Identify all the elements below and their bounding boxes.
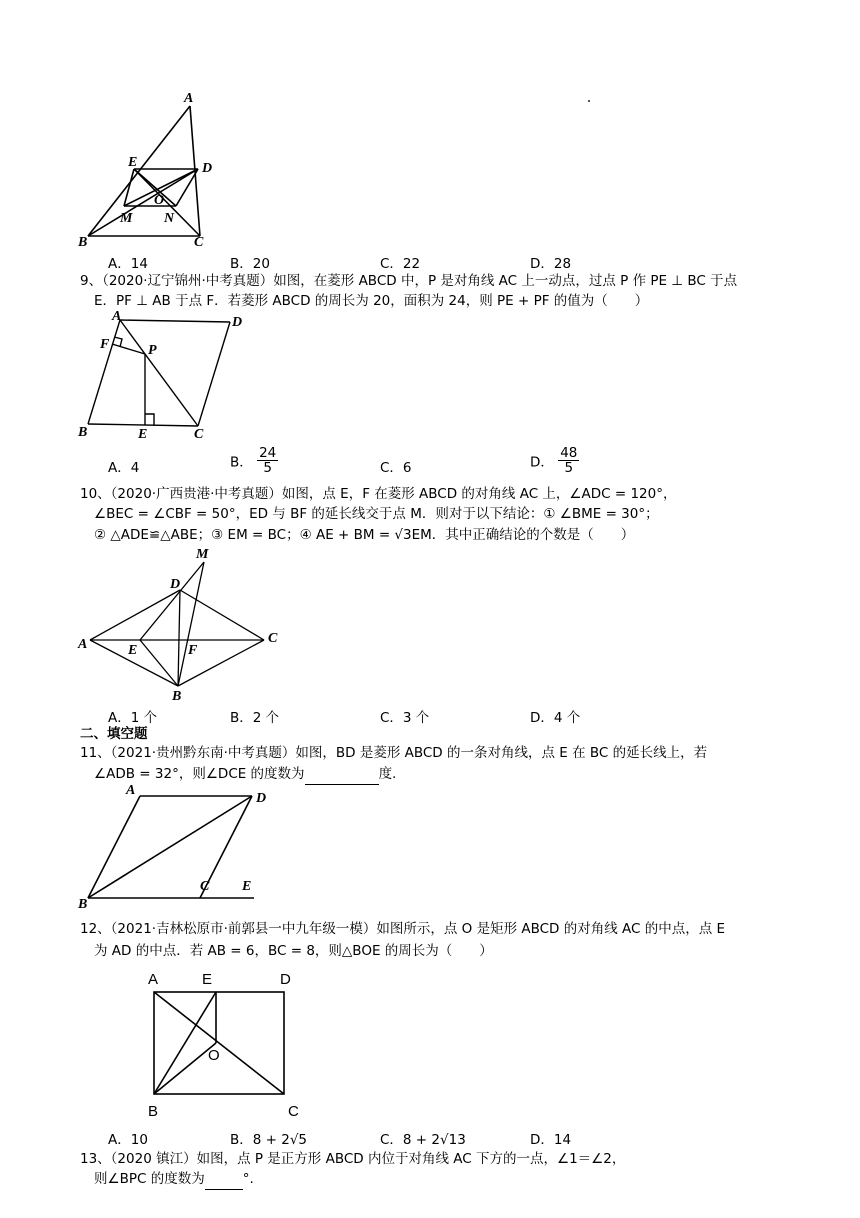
q9-label-f: F bbox=[100, 337, 110, 352]
q12-option-a: A．10 bbox=[108, 1132, 148, 1148]
q10-option-c: C．3 个 bbox=[380, 710, 430, 726]
q11-figure bbox=[76, 780, 276, 910]
q11-line2-suffix: 度. bbox=[378, 766, 397, 782]
q12-option-b: B．8 + 2√5 bbox=[230, 1132, 308, 1148]
q12-label-o: O bbox=[208, 1047, 220, 1064]
q9-figure bbox=[76, 308, 256, 444]
q10-label-f: F bbox=[188, 643, 198, 658]
stray-dot bbox=[588, 100, 590, 102]
q8-option-d: D．28 bbox=[530, 256, 572, 272]
q13-line2-suffix: °. bbox=[242, 1171, 254, 1187]
q10-text-line2: ∠BEC = ∠CBF = 50°，ED 与 BF 的延长线交于点 M．则对于以下结论：① ∠BME = 30°； bbox=[94, 506, 659, 522]
q8-label-b: B bbox=[78, 235, 88, 250]
q10-option-b: B．2 个 bbox=[230, 710, 280, 726]
q10-option-a: A．1 个 bbox=[108, 710, 158, 726]
q8-label-d: D bbox=[202, 161, 213, 176]
q10-label-a: A bbox=[78, 637, 88, 652]
q11-label-d: D bbox=[256, 791, 267, 806]
q10-figure bbox=[76, 544, 296, 704]
q11-label-e: E bbox=[242, 879, 252, 894]
q8-label-m: M bbox=[120, 211, 133, 226]
q8-figure bbox=[76, 88, 226, 252]
q12-option-d: D．14 bbox=[530, 1132, 572, 1148]
q11-answer-blank bbox=[305, 764, 379, 785]
q9-option-d-prefix: D． bbox=[530, 454, 554, 471]
q12-option-c: C．8 + 2√13 bbox=[380, 1132, 466, 1148]
q9-label-p: P bbox=[148, 343, 157, 358]
q11-label-c: C bbox=[200, 879, 210, 894]
q9-label-a: A bbox=[112, 309, 122, 324]
q9-option-d-numerator: 48 bbox=[560, 445, 578, 461]
q8-label-o: O bbox=[154, 193, 165, 208]
q10-label-b: B bbox=[172, 689, 182, 704]
q11-label-b: B bbox=[78, 897, 88, 910]
q12-label-a: A bbox=[148, 971, 159, 988]
q9-option-b-fraction bbox=[257, 446, 278, 475]
q9-label-c: C bbox=[194, 427, 204, 442]
q12-text-line2: 为 AD 的中点．若 AB = 6，BC = 8，则△BOE 的周长为（ ） bbox=[94, 943, 493, 959]
q10-text-line3: ② △ADE≌△ABE；③ EM = BC；④ AE + BM = √3EM．其中正确结论的个数是（ ） bbox=[94, 527, 635, 543]
q9-label-d: D bbox=[232, 315, 243, 330]
q8-label-e: E bbox=[128, 155, 138, 170]
q13-line2-prefix: 则∠BPC 的度数为 bbox=[94, 1171, 205, 1187]
q9-text-line2: E．PF ⊥ AB 于点 F．若菱形 ABCD 的周长为 20，面积为 24，则 PE + PF 的值为（ ） bbox=[94, 293, 649, 309]
q9-option-b-prefix: B． bbox=[230, 454, 253, 471]
q9-option-b-denominator: 5 bbox=[263, 460, 272, 476]
q8-option-c: C．22 bbox=[380, 256, 421, 272]
q9-option-a: A．4 bbox=[108, 460, 140, 476]
q12-text-line1: 12、（2021·吉林松原市·前郭县一中九年级一模）如图所示，点 O 是矩形 ABCD 的对角线 AC 的中点，点 E bbox=[80, 921, 726, 937]
q11-text-line1: 11、（2021·贵州黔东南·中考真题）如图，BD 是菱形 ABCD 的一条对角线，点 E 在 BC 的延长线上，若 bbox=[80, 745, 708, 761]
q9-option-b-numerator: 24 bbox=[259, 445, 277, 461]
q8-label-a: A bbox=[184, 91, 194, 106]
q9-label-b: B bbox=[78, 425, 88, 440]
q13-answer-blank bbox=[205, 1169, 243, 1190]
q12-label-d: D bbox=[280, 971, 291, 988]
q13-text-line1: 13、（2020 镇江）如图，点 P 是正方形 ABCD 内位于对角线 AC 下方的一点，∠1＝∠2， bbox=[80, 1151, 626, 1167]
q12-label-e: E bbox=[202, 971, 213, 988]
q12-label-b: B bbox=[148, 1103, 159, 1120]
q8-option-a: A．14 bbox=[108, 256, 148, 272]
q13-text-line2 bbox=[94, 1169, 254, 1190]
q10-text-line1: 10、（2020·广西贵港·中考真题）如图，点 E，F 在菱形 ABCD 的对角线 AC 上，∠ADC = 120°， bbox=[80, 486, 677, 502]
q9-text-line1: 9、（2020·辽宁锦州·中考真题）如图，在菱形 ABCD 中，P 是对角线 AC 上一动点，过点 P 作 PE ⊥ BC 于点 bbox=[80, 273, 738, 289]
q11-label-a: A bbox=[126, 783, 136, 798]
section-heading-fill-in: 二、填空题 bbox=[80, 726, 148, 742]
q10-option-d: D．4 个 bbox=[530, 710, 581, 726]
q10-label-d: D bbox=[170, 577, 181, 592]
q8-option-b: B．20 bbox=[230, 256, 270, 272]
q8-label-n: N bbox=[164, 211, 175, 226]
q9-option-d-denominator: 5 bbox=[564, 460, 574, 476]
q10-label-m: M bbox=[196, 547, 209, 562]
q11-line2-prefix: ∠ADB = 32°，则∠DCE 的度数为 bbox=[94, 766, 305, 782]
q9-option-d-fraction bbox=[558, 446, 579, 475]
q9-option-b bbox=[230, 446, 278, 475]
q12-label-c: C bbox=[288, 1103, 299, 1120]
q9-option-d bbox=[530, 446, 579, 475]
q8-label-c: C bbox=[194, 235, 204, 250]
q12-figure bbox=[140, 964, 320, 1122]
q10-label-e: E bbox=[128, 643, 138, 658]
q10-label-c: C bbox=[268, 631, 278, 646]
q9-label-e: E bbox=[138, 427, 148, 442]
q9-option-c: C．6 bbox=[380, 460, 412, 476]
